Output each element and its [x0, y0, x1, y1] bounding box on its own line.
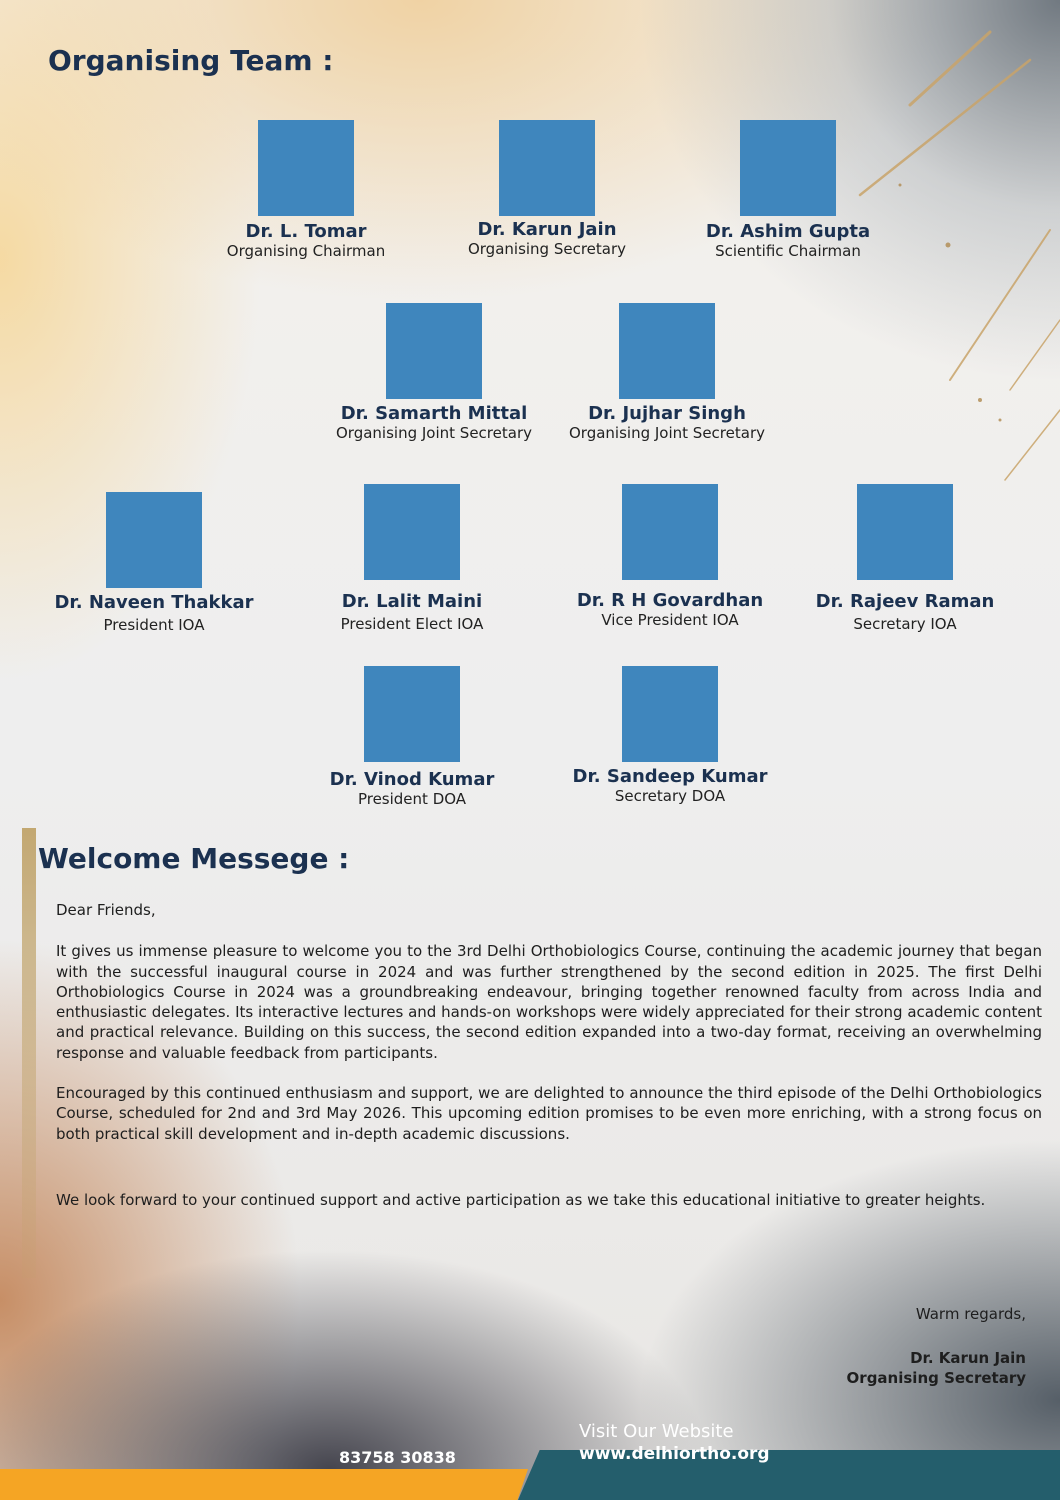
- member-card: [186, 120, 426, 260]
- signature-name: Dr. Karun Jain: [910, 1349, 1026, 1367]
- member-card: [292, 484, 532, 633]
- member-role: Organising Secretary: [467, 240, 627, 258]
- member-card: [785, 484, 1025, 633]
- welcome-heading: Welcome Messege :: [38, 842, 350, 875]
- letter-greeting: Dear Friends,: [56, 901, 156, 919]
- member-name: Dr. Rajeev Raman: [815, 591, 995, 612]
- member-photo: [386, 303, 482, 399]
- member-photo: [364, 666, 460, 762]
- member-name: Dr. R H Govardhan: [576, 590, 764, 611]
- member-role: Vice President IOA: [601, 611, 739, 629]
- member-role: Organising Chairman: [226, 242, 386, 260]
- letter-paragraph: It gives us immense pleasure to welcome you to the 3rd Delhi Orthobiologics Course, continuing the academic journey that began with the successful inaugural course in 2024 and was further strengthened by the second edition in 2025. The first Delhi Orthobiologics Course in 2024 was a groundbreaking endeavour, bringing together renowned faculty from across India and enthusiastic delegates. Its interactive lectures and hands-on workshops were widely appreciated for their strong academic content and practical relevance. Building on this success, the second edition expanded into a two-day format, receiving an overwhelming response and valuable feedback from participants.: [56, 942, 1042, 1062]
- member-name: Dr. Vinod Kumar: [329, 769, 495, 790]
- website-link[interactable]: www.delhiortho.org: [579, 1444, 770, 1464]
- member-name: Dr. L. Tomar: [245, 221, 367, 242]
- member-card: [427, 120, 667, 258]
- member-name: Dr. Samarth Mittal: [340, 403, 528, 424]
- gold-accent-bar: [22, 828, 36, 1278]
- member-card: [34, 492, 274, 634]
- member-photo: [740, 120, 836, 216]
- member-name: Dr. Naveen Thakkar: [54, 592, 254, 613]
- member-photo: [364, 484, 460, 580]
- member-photo: [857, 484, 953, 580]
- letter-paragraph: Encouraged by this continued enthusiasm and support, we are delighted to announce the third episode of the Delhi Orthobiologics Course, scheduled for 2nd and 3rd May 2026. This upcoming edition promises to be even more enriching, with a strong focus on both practical skill development and in-depth academic discussions.: [56, 1084, 1042, 1143]
- phone-number[interactable]: 83758 30838: [339, 1448, 456, 1467]
- letter-paragraph: We look forward to your continued support and active participation as we take this educational initiative to greater heights.: [56, 1190, 986, 1209]
- member-role: Scientific Chairman: [715, 242, 861, 260]
- member-photo: [622, 484, 718, 580]
- member-photo: [106, 492, 202, 588]
- member-card: [314, 303, 554, 442]
- visit-website-label: Visit Our Website: [579, 1421, 734, 1442]
- letter-closing: Warm regards,: [915, 1305, 1026, 1323]
- member-role: Organising Joint Secretary: [569, 424, 765, 442]
- member-role: Secretary DOA: [614, 787, 726, 805]
- member-card: [668, 120, 908, 260]
- member-photo: [258, 120, 354, 216]
- member-role: President DOA: [357, 790, 467, 808]
- footer-orange-band: [0, 1469, 528, 1500]
- member-role: Organising Joint Secretary: [336, 424, 532, 442]
- signature-title: Organising Secretary: [846, 1369, 1026, 1387]
- member-name: Dr. Karun Jain: [477, 219, 617, 240]
- team-heading: Organising Team :: [48, 44, 334, 77]
- member-name: Dr. Sandeep Kumar: [572, 766, 768, 787]
- member-card: [292, 666, 532, 808]
- member-name: Dr. Ashim Gupta: [705, 221, 871, 242]
- member-role: Secretary IOA: [853, 615, 957, 633]
- member-photo: [499, 120, 595, 216]
- member-card: [550, 484, 790, 629]
- member-role: President Elect IOA: [340, 615, 484, 633]
- member-card: [547, 303, 787, 442]
- member-role: President IOA: [103, 616, 205, 634]
- member-photo: [622, 666, 718, 762]
- member-name: Dr. Lalit Maini: [341, 591, 483, 612]
- member-name: Dr. Jujhar Singh: [588, 403, 746, 424]
- member-card: [550, 666, 790, 805]
- welcome-letter: [56, 900, 1042, 1230]
- member-photo: [619, 303, 715, 399]
